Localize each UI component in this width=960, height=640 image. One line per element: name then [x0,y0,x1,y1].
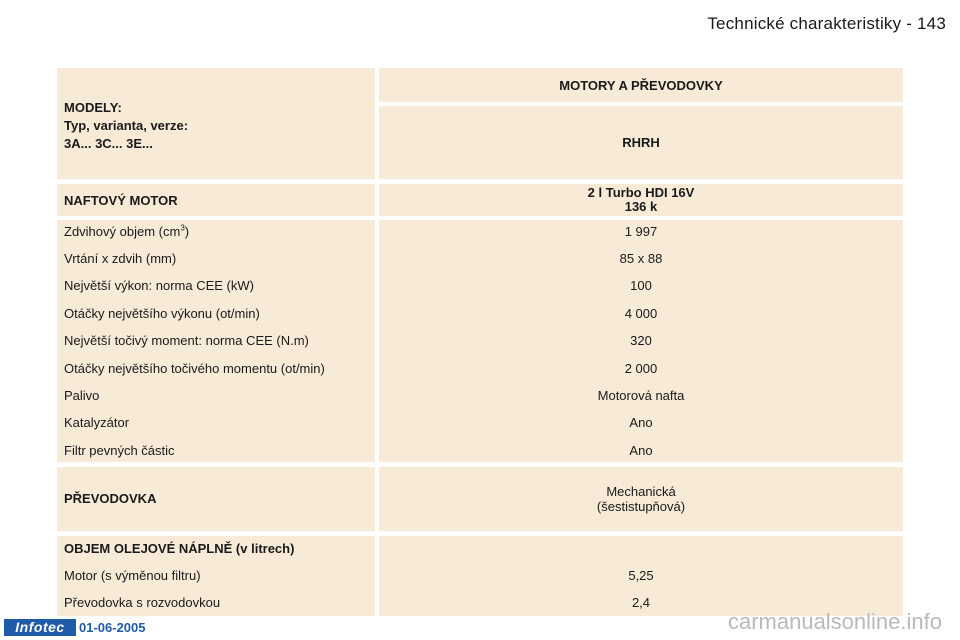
spec-value: 4 000 [624,306,658,321]
engine-name-cell [379,184,903,216]
page-title: Technické charakteristiky - 143 [707,14,946,33]
spec-label: Největší výkon: norma CEE (kW) [64,278,254,293]
gearbox-value-line1: Mechanická [606,484,676,499]
spec-label: Otáčky největšího výkonu (ot/min) [64,306,260,321]
models-label-line2: Typ, varianta, verze: [64,118,189,133]
gearbox-value-line2: (šestistupňová) [596,499,686,514]
gearbox-label-cell [57,467,375,531]
oil-label-cell [57,536,375,616]
gearbox-value-cell [379,467,903,531]
spec-value: Motorová nafta [597,388,685,403]
motors-heading: MOTORY A PŘEVODOVKY [559,78,723,93]
spec-value: Ano [629,443,653,458]
specs-value-cell [379,220,903,462]
watermark: carmanualsonline.info [727,609,942,634]
engine-name-line1: 2 l Turbo HDI 16V [587,185,695,200]
spec-label: Zdvihový objem $(cm^3)$ [64,223,190,239]
spec-value: 320 [630,333,652,348]
footer-date: 01-06-2005 [79,620,146,635]
spec-value: Ano [629,415,653,430]
oil-value-cell [379,536,903,616]
infotec-logo: Infotec [4,619,76,636]
models-label-line3: 3A... 3C... 3E... [64,136,153,151]
engine-code: RHRH [622,135,660,150]
motors-heading-cell [379,68,903,102]
oil-heading: OBJEM OLEJOVÉ NÁPLNĚ (v litrech) [64,541,295,556]
engine-label: NAFTOVÝ MOTOR [64,193,178,208]
oil-row-value: 5,25 [628,568,654,583]
spec-label: Palivo [64,388,100,403]
spec-value: 1 997 [624,224,658,239]
spec-label: Největší točivý moment: norma CEE (N.m) [64,333,309,348]
gearbox-label: PŘEVODOVKA [64,491,157,506]
spec-value: 2 000 [624,361,658,376]
spec-value: 85 x 88 [619,251,663,266]
spec-label: Otáčky největšího točivého momentu (ot/min) [64,361,325,376]
engine-name-line2: 136 k [624,199,658,214]
spec-label: Katalyzátor [64,415,130,430]
engine-label-cell [57,184,375,216]
spec-label: Vrtání x zdvih (mm) [64,251,177,266]
oil-row-value: 2,4 [631,595,651,610]
spec-value: 100 [630,278,652,293]
oil-row-label: Motor (s výměnou filtru) [64,568,201,583]
spec-label: Filtr pevných částic [64,443,175,458]
specs-label-cell [57,220,375,462]
models-label-line1: MODELY: [64,100,122,115]
oil-row-label: Převodovka s rozvodovkou [64,595,221,610]
engine-code-cell [379,106,903,179]
models-label-cell [57,68,375,179]
